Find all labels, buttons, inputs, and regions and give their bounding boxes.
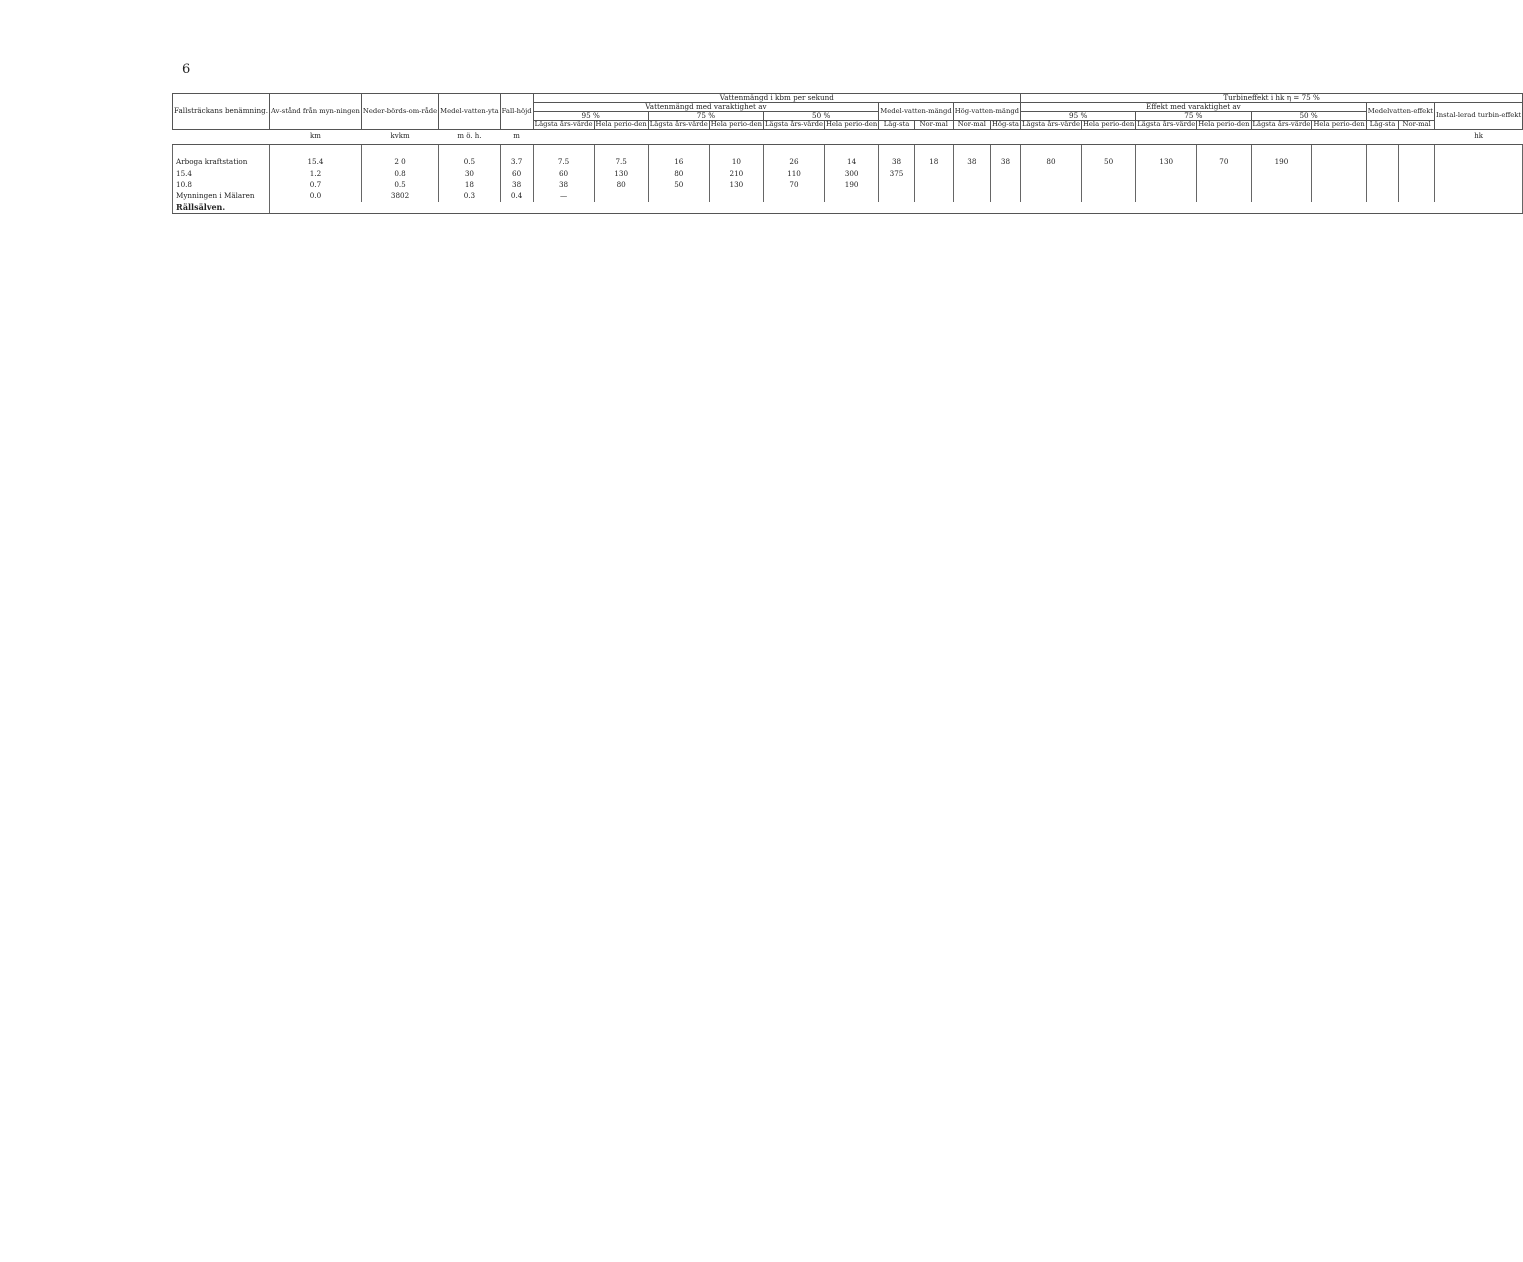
cell [953,144,990,156]
power-75-period: Hela perio-den [1198,120,1250,129]
col-level-header: Medel-vatten-yta [439,94,501,130]
cell: 0.8 [361,167,438,178]
section-title: Rällsälven. [173,202,270,214]
unit-blank [173,129,270,144]
flow-50-lowest: Lägsta års-värde [765,120,823,129]
cell: 16 [648,156,709,167]
section-header-row [173,202,1523,214]
high-flow-normal: Nor-mal [953,121,990,130]
cell: 10 [709,156,763,167]
unit-km: km [269,129,361,144]
power-75-lowest: Lägsta års-värde [1137,120,1196,129]
cell: 375 [879,167,915,178]
power-50-header: 50 % [1251,112,1366,121]
row-name: Arboga kraftstation [173,156,270,167]
cell [1435,167,1523,178]
cell [533,144,594,156]
power-50-lowest: Lägsta års-värde [1252,120,1311,129]
cell [1136,167,1197,178]
cell [824,144,878,156]
cell: 0.3 [439,190,501,201]
cell [879,144,915,156]
cell [1021,167,1082,178]
cell [914,179,953,190]
cell: 18 [914,156,953,167]
cell [1081,190,1135,201]
flow-75-lowest: Lägsta års-värde [649,120,708,129]
cell [1312,167,1366,178]
table-row [173,144,1523,156]
cell: 110 [764,167,825,178]
cell [709,190,763,201]
mean-power-header: Medelvatten-effekt [1366,103,1434,121]
cell [914,190,953,201]
page-number: 6 [182,62,191,77]
table-body [173,144,1523,213]
cell: 60 [500,167,533,178]
cell: 3802 [361,190,438,201]
unit-m: m [500,129,533,144]
cell: 70 [764,179,825,190]
cell [990,179,1020,190]
cell [1312,190,1366,201]
cell [914,144,953,156]
power-95-lowest: Lägsta års-värde [1022,120,1080,129]
power-duration-header: Effekt med varaktighet av [1021,103,1367,112]
cell [990,167,1020,178]
cell [1081,167,1135,178]
cell [1197,179,1251,190]
cell: — [533,190,594,201]
unit-kvkm: kvkm [361,129,438,144]
cell [914,167,953,178]
cell: 38 [953,156,990,167]
power-95-period: Hela perio-den [1082,120,1135,129]
cell [1366,190,1399,201]
hydropower-table [172,93,1523,214]
table-row [173,190,1523,201]
flow-95-period: Hela perio-den [595,120,647,129]
cell: 0.5 [361,179,438,190]
high-flow-highest: Hög-sta [992,120,1019,129]
cell [1399,190,1435,201]
cell [1435,190,1523,201]
power-50-period: Hela perio-den [1313,120,1365,129]
cell: 26 [764,156,825,167]
cell: 130 [1136,156,1197,167]
unit-hk: hk [1435,129,1523,144]
mean-flow-header: Medel-vatten-mängd [879,103,953,121]
cell: 190 [824,179,878,190]
cell [1021,144,1082,156]
cell [879,190,915,201]
water-flow-header: Vattenmängd i kbm per sekund [533,94,1020,103]
cell: 60 [533,167,594,178]
cell: 130 [709,179,763,190]
flow-50-header: 50 % [764,112,879,121]
flow-95-header: 95 % [533,112,648,121]
mean-flow-normal: Nor-mal [914,121,953,130]
cell [269,144,361,156]
cell: 38 [533,179,594,190]
cell: 80 [1021,156,1082,167]
cell: 70 [1197,156,1251,167]
mean-flow-lowest: Läg-sta [879,121,915,130]
cell: 0.7 [269,179,361,190]
cell [439,144,501,156]
row-name [173,144,270,156]
cell: 38 [879,156,915,167]
cell [1251,179,1312,190]
cell [1251,144,1312,156]
cell [1081,179,1135,190]
cell: 0.4 [500,190,533,201]
row-name: 15.4 [173,167,270,178]
cell [1197,167,1251,178]
cell: 80 [648,167,709,178]
table-row [173,179,1523,190]
cell: 50 [1081,156,1135,167]
cell: 0.5 [439,156,501,167]
cell: 18 [439,179,501,190]
cell [648,190,709,201]
mean-power-normal: Nor-mal [1399,121,1435,130]
mean-power-lowest: Läg-sta [1366,121,1399,130]
cell [990,190,1020,201]
cell: 38 [990,156,1020,167]
unit-blank [533,129,1434,144]
cell [1366,156,1399,167]
cell: 30 [439,167,501,178]
cell: 38 [500,179,533,190]
unit-moh: m ö. h. [439,129,501,144]
cell: 14 [824,156,878,167]
power-95-header: 95 % [1021,112,1136,121]
cell [990,144,1020,156]
flow-50-period: Hela perio-den [825,120,878,129]
flow-95-lowest: Lägsta års-värde [534,120,593,129]
cell [1136,179,1197,190]
cell [879,179,915,190]
cell: 2 0 [361,156,438,167]
duration-header: Vattenmängd med varaktighet av [533,103,879,112]
col-name-header: Fallsträckans benämning. [173,94,270,130]
cell [1366,167,1399,178]
cell: 0.0 [269,190,361,201]
high-flow-header: Hög-vatten-mängd [953,103,1020,121]
cell: 15.4 [269,156,361,167]
cell [500,144,533,156]
flow-75-period: Hela perio-den [710,120,763,129]
cell [953,167,990,178]
cell [594,144,648,156]
cell [1366,144,1399,156]
cell [1366,179,1399,190]
turbine-power-header: Turbineffekt i hk η = 75 % [1021,94,1523,103]
table-row [173,156,1523,167]
cell [764,190,825,201]
cell: 80 [594,179,648,190]
cell [1435,179,1523,190]
power-75-header: 75 % [1136,112,1251,121]
cell [953,190,990,201]
cell: 130 [594,167,648,178]
cell [709,144,763,156]
cell: 210 [709,167,763,178]
cell [1399,156,1435,167]
cell [1399,179,1435,190]
row-name: Mynningen i Mälaren [173,190,270,201]
row-name: 10.8 [173,179,270,190]
cell: 7.5 [594,156,648,167]
cell [1312,156,1366,167]
cell [1312,179,1366,190]
cell [1251,167,1312,178]
col-fall-header: Fall-höjd [500,94,533,130]
cell: 300 [824,167,878,178]
cell [594,190,648,201]
cell [361,144,438,156]
cell [1197,144,1251,156]
flow-75-header: 75 % [648,112,763,121]
cell [1136,144,1197,156]
cell [1251,190,1312,201]
table-row [173,167,1523,178]
section-spacer [269,202,1522,214]
installed-power-header: Instal-lerad turbin-effekt [1435,103,1523,130]
cell [1435,144,1523,156]
cell: 190 [1251,156,1312,167]
cell [1399,167,1435,178]
cell [1021,179,1082,190]
cell: 7.5 [533,156,594,167]
cell [1435,156,1523,167]
cell: 1.2 [269,167,361,178]
cell [648,144,709,156]
col-catchment-header: Neder-börds-om-råde [361,94,438,130]
cell [1081,144,1135,156]
cell [1136,190,1197,201]
col-distance-header: Av-stånd från myn-ningen [269,94,361,130]
cell: 3.7 [500,156,533,167]
cell [1399,144,1435,156]
cell: 50 [648,179,709,190]
cell [824,190,878,201]
cell [1021,190,1082,201]
cell [764,144,825,156]
cell [1312,144,1366,156]
cell [1197,190,1251,201]
cell [953,179,990,190]
